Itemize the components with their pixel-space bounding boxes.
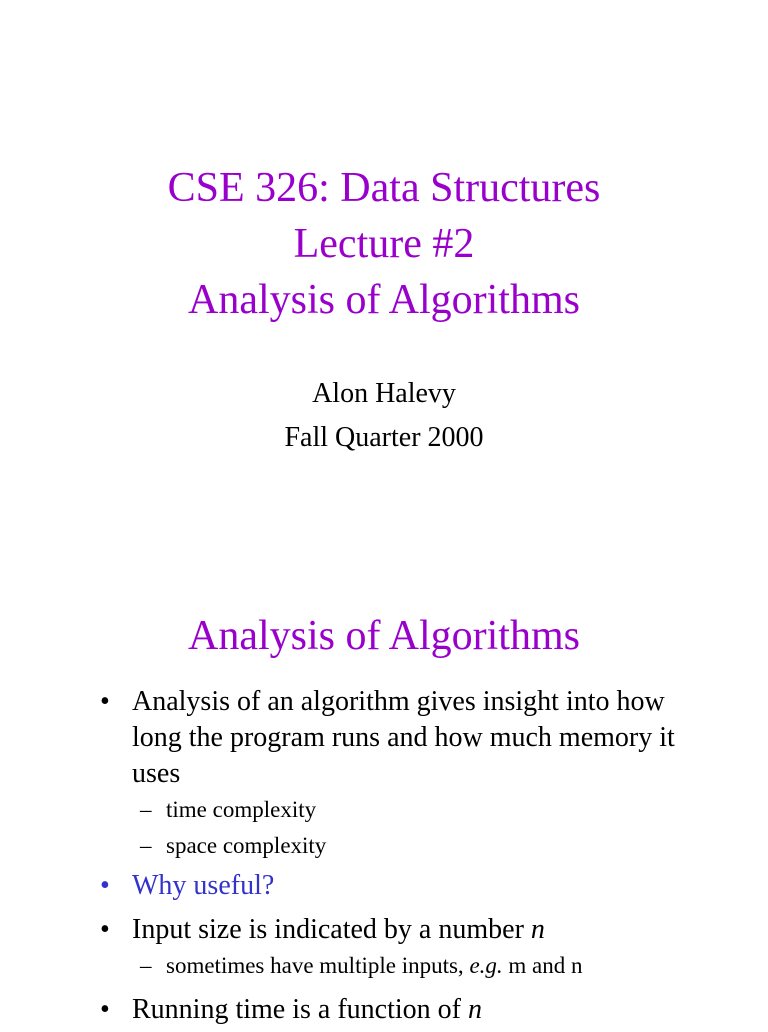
term: Fall Quarter 2000 xyxy=(284,422,484,453)
slide-title: Analysis of Algorithms xyxy=(187,613,580,659)
sub-bullet-marker: – xyxy=(140,953,152,978)
variable-n: n xyxy=(467,994,482,1025)
bullet-text: Analysis of an algorithm gives insight into how long the program runs and how much memory it uses xyxy=(132,686,675,789)
bullet-text xyxy=(132,994,482,1025)
bullet-item-highlighted xyxy=(100,868,700,904)
course-title: CSE 326: Data Structures xyxy=(167,165,601,211)
bullet-text: Why useful? xyxy=(132,870,275,901)
sub-bullet-text: space complexity xyxy=(166,833,327,858)
sub-bullet-item xyxy=(100,948,700,984)
variable-n: n xyxy=(530,914,545,945)
sub-bullet-text-post: m and n xyxy=(502,953,583,978)
sub-bullet-item xyxy=(100,792,700,828)
sub-bullet-text: time complexity xyxy=(166,797,317,822)
sub-bullet-item xyxy=(100,828,700,864)
sub-bullet-marker: – xyxy=(140,833,152,858)
bullet-list xyxy=(100,684,700,1032)
lecture-title xyxy=(0,160,768,328)
lecture-number: Lecture #2 xyxy=(293,221,475,267)
bullet-text-main: Running time is a function of xyxy=(132,994,468,1025)
lecture-info xyxy=(0,372,768,460)
bullet-marker: • xyxy=(100,994,110,1025)
sub-bullet-list xyxy=(100,792,700,864)
sub-bullet-marker: – xyxy=(140,797,152,822)
bullet-text xyxy=(132,914,545,945)
bullet-text-main: Input size is indicated by a number xyxy=(132,914,531,945)
bullet-marker: • xyxy=(100,686,110,717)
bullet-item xyxy=(100,992,700,1028)
lecture-topic: Analysis of Algorithms xyxy=(187,277,580,323)
author-name: Alon Halevy xyxy=(312,378,456,409)
bullet-marker: • xyxy=(100,870,110,901)
sub-bullet-text xyxy=(166,953,583,978)
sub-bullet-list xyxy=(100,948,700,984)
bullet-item xyxy=(100,912,700,948)
sub-bullet-text-pre: sometimes have multiple inputs, xyxy=(166,953,470,978)
eg-abbrev: e.g. xyxy=(469,953,503,978)
bullet-item xyxy=(100,684,700,792)
bullet-marker: • xyxy=(100,914,110,945)
content-slide xyxy=(0,560,768,1024)
